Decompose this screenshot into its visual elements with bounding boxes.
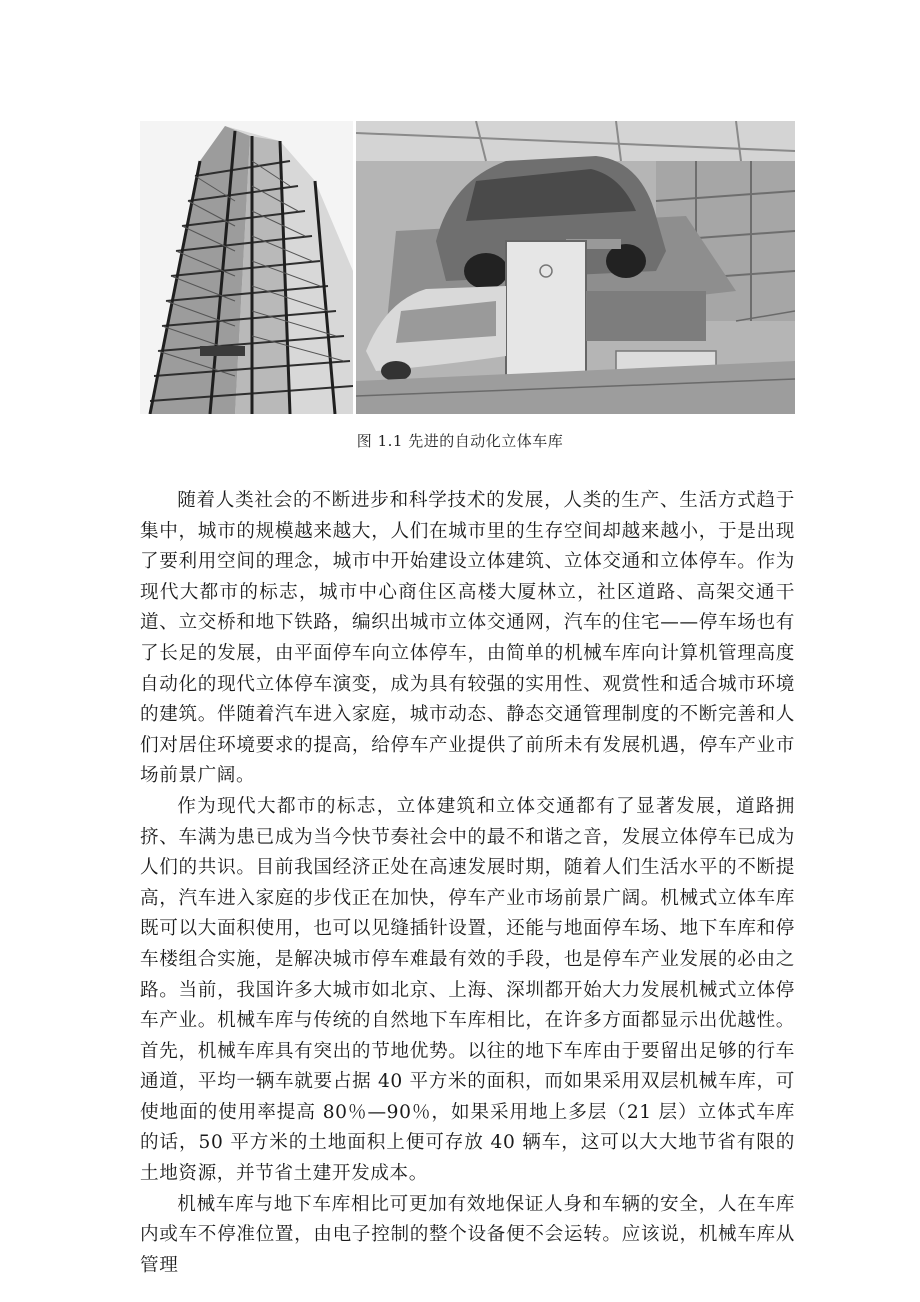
tower-parking-image (140, 121, 353, 414)
automated-garage-photo (356, 121, 795, 414)
paragraph-1: 随着人类社会的不断进步和科学技术的发展，人类的生产、生活方式趋于集中，城市的规模越来越大，人们在城市里的生存空间却越来越小，于是出现了要利用空间的理念，城市中开始建设立体建筑、立体交通和立体停车。作为现代大都市的标志，城市中心商住区高楼大厦林立，社区道路、高架交通干道、立交桥和地下铁路，编织出城市立体交通网，汽车的住宅——停车场也有了长足的发展，由平面停车向立体停车，由简单的机械车库向计算机管理高度自动化的现代立体停车演变，成为具有较强的实用性、观赏性和适合城市环境的建筑。伴随着汽车进入家庭，城市动态、静态交通管理制度的不断完善和人们对居住环境要求的提高，给停车产业提供了前所未有发展机遇，停车产业市场前景广阔。 (140, 490, 795, 787)
figure (140, 121, 795, 414)
automated-garage-image (356, 121, 795, 414)
body-text (140, 486, 795, 1281)
paragraph-2: 作为现代大都市的标志，立体建筑和立体交通都有了显著发展，道路拥挤、车满为患已成为当今快节奏社会中的最不和谐之音，发展立体停车已成为人们的共识。目前我国经济正处在高速发展时期，随着人们生活水平的不断提高，汽车进入家庭的步伐正在加快，停车产业市场前景广阔。机械式立体车库既可以大面积使用，也可以见缝插针设置，还能与地面停车场、地下车库和停车楼组合实施，是解决城市停车难最有效的手段，也是停车产业发展的必由之路。当前，我国许多大城市如北京、上海、深圳都开始大力发展机械式立体停车产业。机械车库与传统的自然地下车库相比，在许多方面都显示出优越性。首先，机械车库具有突出的节地优势。以往的地下车库由于要留出足够的行车通道，平均一辆车就要占据 40 平方米的面积，而如果采用双层机械车库，可使地面的使用率提高 80％—90％，如果采用地上多层（21 层）立体式车库的话，50 平方米的土地面积上便可存放 40 辆车，这可以大大地节省有限的土地资源，并节省土建开发成本。 (140, 795, 795, 1185)
tower-parking-photo (140, 121, 353, 414)
figure-caption: 图 1.1 先进的自动化立体车库 (356, 432, 564, 450)
paragraph-3: 机械车库与地下车库相比可更加有效地保证人身和车辆的安全，人在车库内或车不停准位置，由电子控制的整个设备便不会运转。应该说，机械车库从管理 (140, 1193, 795, 1276)
